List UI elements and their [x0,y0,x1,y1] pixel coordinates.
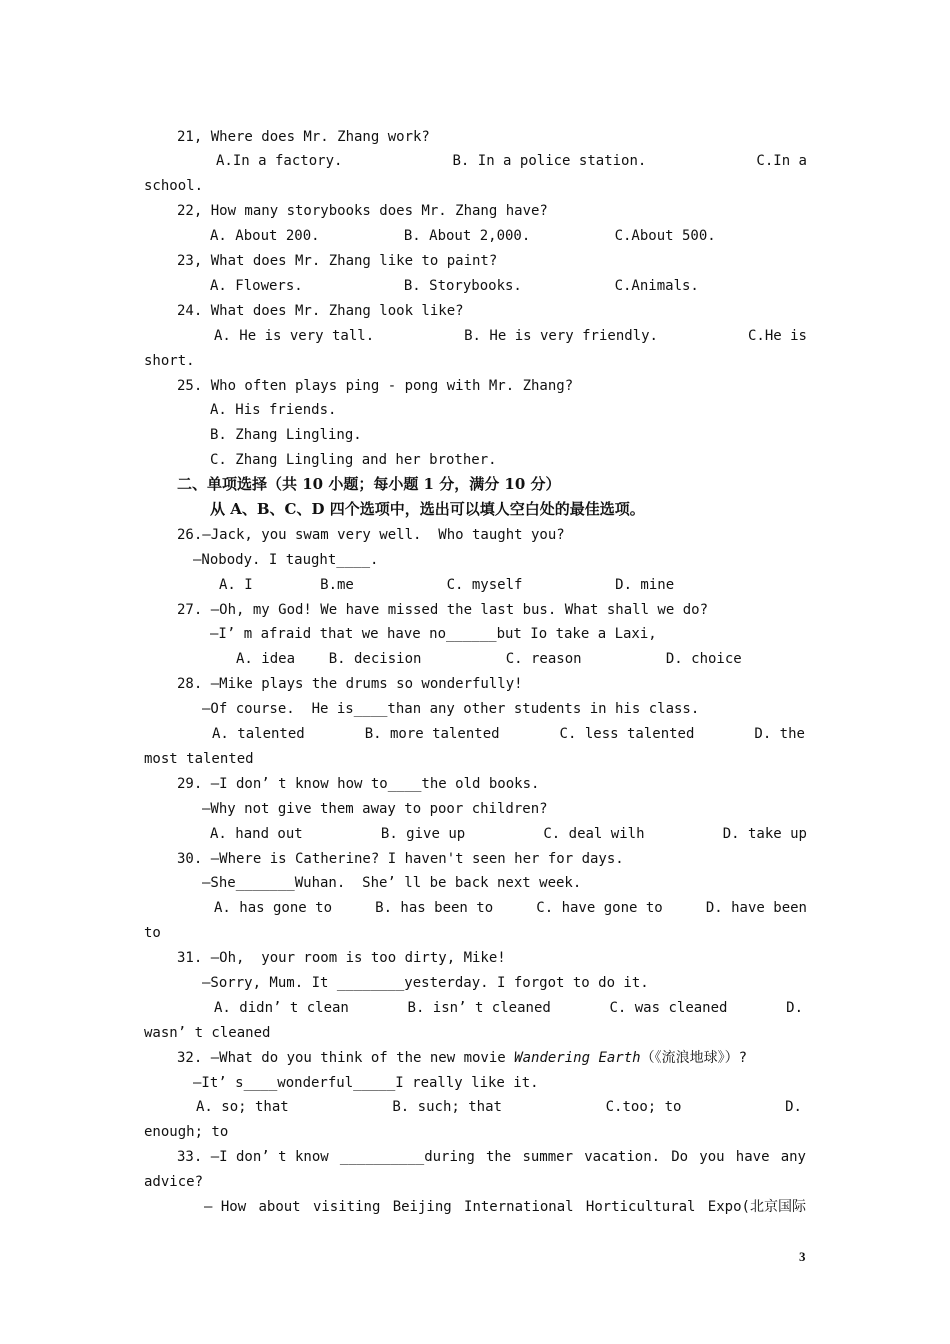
q29-options [210,826,807,842]
q29-option-a: A. hand out [210,826,303,842]
q31-options [214,1000,803,1016]
q22-stem: 22, How many storybooks does Mr. Zhang have? [177,203,548,219]
q32-option-a: A. so; that [196,1099,289,1115]
q25-option-b: B. Zhang Lingling. [210,427,362,443]
q30-options [214,900,807,916]
q28-option-c: C. less talented [559,726,695,742]
q33-reply-part: visiting [312,1199,381,1215]
q33-stem-part: you [699,1149,725,1165]
q33-stem-part: summer [522,1149,574,1165]
section-2-instructions: 从 A、B、C、D 四个选项中，选出可以填人空白处的最佳选项。 [210,500,645,518]
q33-reply [204,1199,806,1215]
q25-option-c: C. Zhang Lingling and her brother. [210,452,497,468]
q32-options [196,1099,802,1115]
q30-option-d-cont: to [144,925,161,941]
q27-stem: 27. —Oh, my God! We have missed the last bus. What shall we do? [177,602,709,618]
q24-option-b: B. He is very friendly. [464,328,658,344]
q30-reply: —She_______Wuhan. She’ ll be back next week. [202,875,582,891]
q29-option-c: C. deal wilh [543,826,645,842]
q33-reply-part: International [464,1199,574,1215]
q33-reply-part: Horticultural [585,1199,696,1215]
q32-option-d: D. [785,1099,802,1115]
q32-stem-suffix: （《流浪地球》）? [640,1050,748,1066]
q31-option-d-cont: wasn’ t cleaned [144,1025,271,1041]
q33-reply-part: Expo(北京国际 [707,1199,806,1215]
q28-option-d: D. the [754,726,805,742]
q33-stem-part: 33. —I don’ t know [177,1149,329,1165]
q26-stem: 26.—Jack, you swam very well. Who taught you? [177,527,565,543]
q32-option-d-cont: enough; to [144,1124,229,1140]
q32-movie-title: Wandering Earth [514,1050,641,1066]
q21-option-c: C.In a [756,153,807,169]
q23-stem: 23, What does Mr. Zhang like to paint? [177,253,498,269]
q33-stem-part: vacation. [584,1149,661,1165]
q28-option-b: B. more talented [364,726,500,742]
page-number: 3 [799,1249,806,1264]
q24-option-c: C.He is [747,328,807,344]
q29-stem: 29. —I don’ t know how to____the old books. [177,776,540,792]
q28-options [212,726,805,742]
q31-option-d: D. [786,1000,803,1016]
q29-option-d: D. take up [722,826,807,842]
q33-stem-part: __________during [339,1149,475,1165]
q32-reply: —It’ s____wonderful_____I really like it. [193,1075,539,1091]
q23-options: A. Flowers. B. Storybooks. C.Animals. [210,278,699,294]
q32-stem [177,1050,747,1066]
q22-options: A. About 200. B. About 2,000. C.About 500. [210,228,716,244]
q28-option-d-cont: most talented [144,751,254,767]
q21-option-b: B. In a police station. [452,153,647,169]
q30-stem: 30. —Where is Catherine? I haven't seen her for days. [177,851,624,867]
q33-stem-part: any [780,1149,806,1165]
q32-option-b: B. such; that [392,1099,502,1115]
q33-reply-part: about [258,1199,301,1215]
q26-reply: —Nobody. I taught____. [193,552,379,568]
q30-option-b: B. has been to [375,900,494,916]
q21-option-a: A.In a factory. [216,153,343,169]
q29-option-b: B. give up [380,826,466,842]
q31-option-c: C. was cleaned [609,1000,728,1016]
q33-stem-cont: advice? [144,1174,204,1190]
q30-option-d: D. have been [705,900,807,916]
section-2-title: 二、单项选择（共 10 小题；每小题 1 分，满分 10 分） [177,475,561,493]
q26-options: A. I B.me C. myself D. mine [219,577,675,593]
q30-option-a: A. has gone to [214,900,333,916]
q30-option-c: C. have gone to [536,900,663,916]
q33-stem-part: the [485,1149,512,1165]
q24-options [214,328,807,344]
q31-option-a: A. didn’ t clean [214,1000,349,1016]
q28-option-a: A. talented [212,726,305,742]
q28-stem: 28. —Mike plays the drums so wonderfully! [177,676,523,692]
q21-stem: 21, Where does Mr. Zhang work? [177,129,430,145]
q24-stem: 24. What does Mr. Zhang look like? [177,303,464,319]
q33-reply-part: — How [204,1199,247,1215]
q31-stem: 31. —Oh, your room is too dirty, Mike! [177,950,506,966]
q24-option-c-cont: short. [144,353,195,369]
q32-option-c: C.too; to [605,1099,682,1115]
q24-option-a: A. He is very tall. [214,328,375,344]
q28-reply: —Of course. He is____than any other students in his class. [202,701,700,717]
q31-option-b: B. isn’ t cleaned [407,1000,551,1016]
q21-option-c-cont: school. [144,178,204,194]
q33-stem [177,1149,806,1165]
q25-option-a: A. His friends. [210,402,337,418]
q32-stem-text: 32. —What do you think of the new movie [177,1050,515,1066]
q33-reply-part: Beijing [392,1199,452,1215]
q31-reply: —Sorry, Mum. It ________yesterday. I forgot to do it. [202,975,649,991]
q27-reply: —I’ m afraid that we have no______but Io take a Laxi, [210,626,657,642]
q33-stem-part: Do [671,1149,689,1165]
q33-stem-part: have [735,1149,770,1165]
q29-reply: —Why not give them away to poor children? [202,801,548,817]
q21-options [216,153,807,169]
q25-stem: 25. Who often plays ping - pong with Mr. Zhang? [177,378,574,394]
q27-options: A. idea B. decision C. reason D. choice [236,651,742,667]
